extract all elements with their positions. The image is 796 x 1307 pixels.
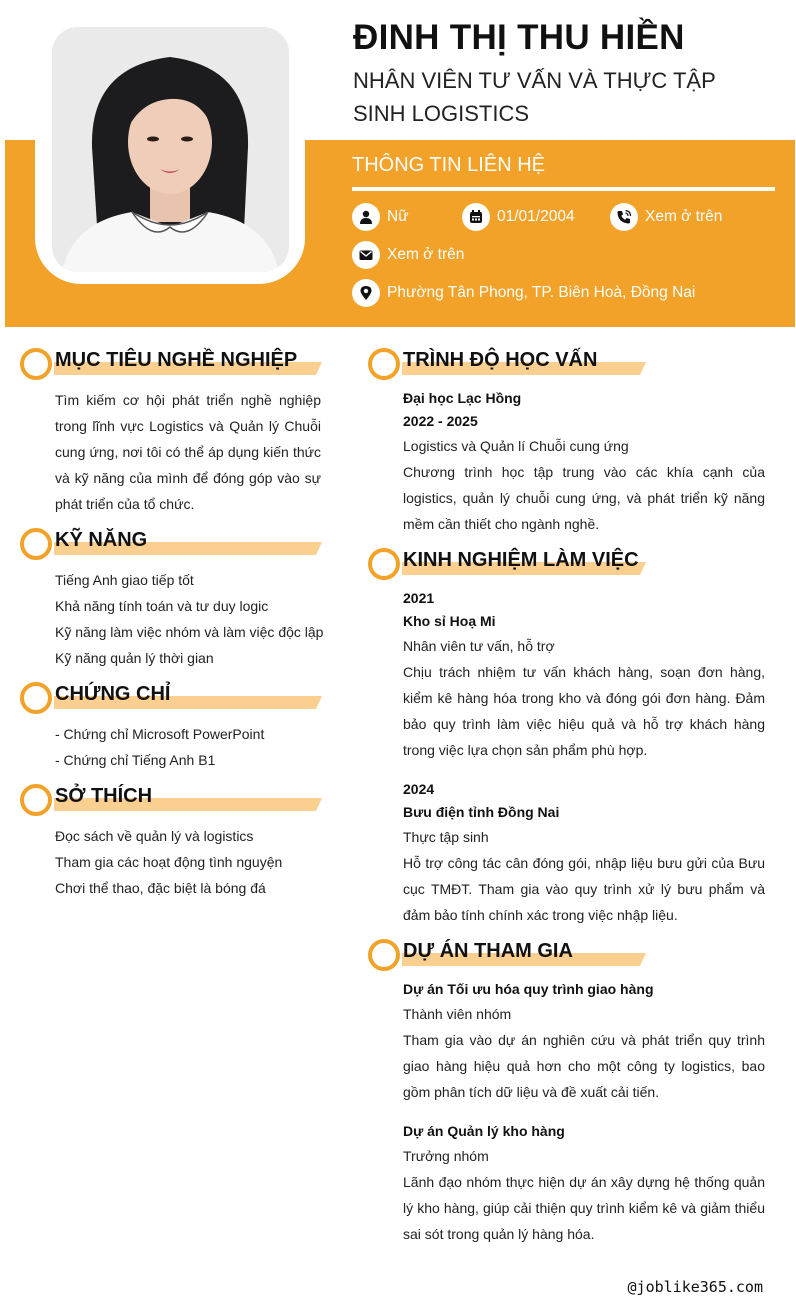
phone-icon: [610, 203, 638, 231]
experience-heading: [368, 546, 648, 580]
experience-company: Kho sỉ Hoạ Mi: [403, 613, 496, 629]
calendar-icon: [462, 203, 490, 231]
footer-watermark: @joblike365.com: [627, 1278, 763, 1296]
education-heading: [368, 346, 648, 380]
experience-company: Bưu điện tỉnh Đồng Nai: [403, 804, 560, 820]
skill-item: Tiếng Anh giao tiếp tốt: [55, 572, 194, 588]
certificates-heading: [20, 680, 320, 714]
heading-circle-icon: [20, 348, 52, 380]
job-title: NHÂN VIÊN TƯ VẤN VÀ THỰC TẬP SINH LOGISTICS: [353, 68, 716, 126]
project-name: Dự án Tối ưu hóa quy trình giao hàng: [403, 981, 654, 997]
objective-text: Tìm kiếm cơ hội phát triển nghề nghiệp trong lĩnh vực Logistics và Quản lý Chuỗi cung ứng, nơi tôi có thể áp dụng kiến thức và kỹ năng của mình để đóng góp vào sự phát triển của tổ chức.: [55, 392, 321, 512]
experience-description: Chịu trách nhiệm tư vấn khách hàng, soạn đơn hàng, kiểm kê hàng hóa trong kho và đóng gói đơn hàng. Đảm bảo quy trình làm việc hiệu quả và hỗ trợ khách hàng trong việc lựa chọn sản phẩm phù hợp.: [403, 664, 765, 758]
hobby-item: Tham gia các hoạt động tình nguyện: [55, 854, 283, 870]
location-icon: [352, 279, 380, 307]
experience-position: Nhân viên tư vấn, hỗ trợ: [403, 638, 555, 654]
project-name: Dự án Quản lý kho hàng: [403, 1123, 565, 1139]
objective-heading: [20, 346, 320, 380]
gender-value: Nữ: [387, 208, 409, 225]
hobbies-title: SỞ THÍCH: [55, 785, 153, 807]
experience-year: 2024: [403, 781, 435, 797]
certificate-item: - Chứng chỉ Microsoft PowerPoint: [55, 726, 265, 742]
heading-circle-icon: [368, 548, 400, 580]
education-description: Chương trình học tập trung vào các khía cạnh của logistics, quản lý chuỗi cung ứng, và phát triển kỹ năng mềm cần thiết cho ngành nghề.: [403, 464, 765, 532]
candidate-name: ĐINH THỊ THU HIỀN: [353, 18, 685, 57]
experience-description: Hỗ trợ công tác cân đóng gói, nhập liệu bưu gửi của Bưu cục TMĐT. Tham gia vào quy trình xử lý bưu phẩm và đảm bảo tính chính xác trong việc nhập liệu.: [403, 855, 765, 923]
contact-phone: [610, 203, 722, 231]
heading-circle-icon: [20, 784, 52, 816]
hobby-item: Chơi thể thao, đặc biệt là bóng đá: [55, 880, 266, 896]
birthday-value: 01/01/2004: [497, 208, 575, 225]
user-icon: [352, 203, 380, 231]
contact-divider: [352, 187, 775, 191]
skill-item: Kỹ năng quản lý thời gian: [55, 650, 214, 666]
hobby-item: Đọc sách về quản lý và logistics: [55, 828, 254, 844]
heading-circle-icon: [368, 348, 400, 380]
skills-heading: [20, 526, 320, 560]
education-major: Logistics và Quản lí Chuỗi cung ứng: [403, 438, 629, 454]
contact-address: [352, 279, 695, 307]
heading-circle-icon: [20, 528, 52, 560]
address-value: Phường Tân Phong, TP. Biên Hoà, Đồng Nai: [387, 284, 696, 301]
education-period: 2022 - 2025: [403, 413, 478, 429]
skill-item: Kỹ năng làm việc nhóm và làm việc độc lập: [55, 624, 324, 640]
experience-year: 2021: [403, 590, 435, 606]
contact-birthday: [462, 203, 575, 231]
skills-title: KỸ NĂNG: [55, 529, 148, 551]
certificate-item: - Chứng chỉ Tiếng Anh B1: [55, 752, 216, 768]
contact-section-title: THÔNG TIN LIÊN HỆ: [352, 154, 545, 176]
contact-gender: [352, 203, 409, 231]
certificates-title: CHỨNG CHỈ: [55, 683, 171, 705]
heading-circle-icon: [20, 682, 52, 714]
experience-position: Thực tập sinh: [403, 829, 489, 845]
profile-photo-illustration: [52, 27, 289, 272]
projects-heading: [368, 937, 648, 971]
hobbies-heading: [20, 782, 320, 816]
email-icon: [352, 241, 380, 269]
phone-value: Xem ở trên: [645, 208, 723, 225]
project-description: Lãnh đạo nhóm thực hiện dự án xây dựng hệ thống quản lý kho hàng, giúp cải thiện quy trình kiểm kê và giảm thiểu sai sót trong quản lý hàng hóa.: [403, 1174, 765, 1242]
education-school: Đại học Lạc Hồng: [403, 390, 522, 406]
email-value: Xem ở trên: [387, 246, 465, 263]
contact-email: [352, 241, 464, 269]
experience-title: KINH NGHIỆM LÀM VIỆC: [403, 549, 639, 571]
project-role: Trưởng nhóm: [403, 1148, 489, 1164]
project-description: Tham gia vào dự án nghiên cứu và phát triển quy trình giao hàng hiệu quả hơn cho một công ty logistics, bao gồm phân tích dữ liệu và đề xuất cải tiến.: [403, 1032, 765, 1100]
education-title: TRÌNH ĐỘ HỌC VẤN: [403, 349, 598, 371]
project-role: Thành viên nhóm: [403, 1006, 512, 1022]
heading-circle-icon: [368, 939, 400, 971]
objective-title: MỤC TIÊU NGHỀ NGHIỆP: [55, 349, 298, 371]
profile-photo: [52, 27, 289, 272]
projects-title: DỰ ÁN THAM GIA: [403, 940, 573, 962]
skill-item: Khả năng tính toán và tư duy logic: [55, 598, 269, 614]
